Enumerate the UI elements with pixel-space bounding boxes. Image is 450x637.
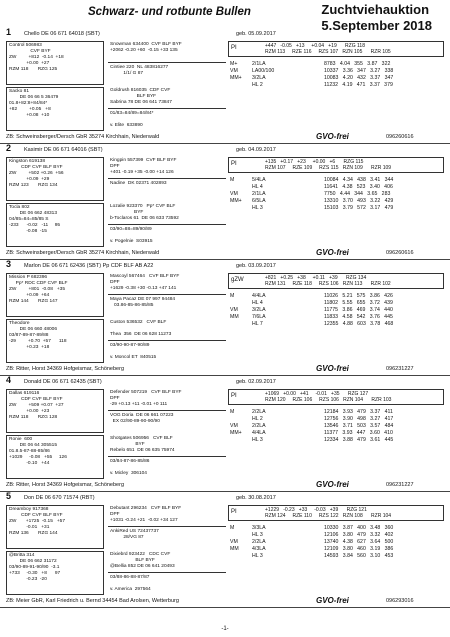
lactation-row bbox=[228, 307, 444, 314]
row-values: 10330 3.87 400 3.48 360 bbox=[324, 525, 394, 531]
bull-name: Kasimir DE 06 671 64016 (SBT) bbox=[24, 147, 103, 153]
row-values: 12184 3.93 479 3.37 411 bbox=[324, 409, 393, 415]
lot-number: 4 bbox=[6, 375, 12, 385]
dam-dam: 03/88-86-88-87/87 v. America 297564 bbox=[110, 575, 151, 592]
pedigree bbox=[6, 505, 226, 595]
dam-dam: 01/83=84/89=84/84* v. Elite 633890 bbox=[110, 111, 154, 128]
breeder-code: 096231227 bbox=[386, 482, 414, 488]
lactation-row bbox=[228, 437, 444, 444]
sire-sire: Kingpin 557399 CVF BLF BYF DPF +401 -0.19 +35 -0.00 +14 126 bbox=[108, 157, 226, 179]
lactation-row bbox=[228, 75, 444, 82]
lot-number: 3 bbox=[6, 259, 12, 269]
gvo-badge: GVO-frei bbox=[316, 364, 349, 373]
pi-label: PI bbox=[231, 161, 237, 167]
auction-date: 5.September 2018 bbox=[321, 18, 432, 33]
row-values: 13310 3.70 493 3.22 429 bbox=[324, 198, 394, 204]
birth-date: geb. 05.09.2017 bbox=[236, 31, 276, 37]
lactation-row bbox=[228, 205, 444, 212]
breeder-name: ZB: Ritter, Horst 34369 Hofgeismar, Schöneberg bbox=[6, 366, 125, 372]
row-lactation: 2/2LA bbox=[252, 423, 266, 429]
lot-entry bbox=[0, 27, 450, 144]
lactation-row bbox=[228, 546, 444, 553]
lot-number: 5 bbox=[6, 491, 12, 501]
row-lactation: 5/4LA bbox=[252, 177, 266, 183]
pi-label: gZW bbox=[231, 277, 244, 283]
row-type: MM+ bbox=[230, 430, 242, 436]
bull-name: Don DE 06 670 71574 (RBT) bbox=[24, 495, 95, 501]
lactation-row bbox=[228, 314, 444, 321]
row-type: M bbox=[230, 293, 235, 299]
pi-values: +1229 -0.23 +33 -0.03 +39 RZG 121 RZM 124 RZE 110 RZS 122 RZN 108 RZR 104 bbox=[265, 507, 392, 519]
row-type: M bbox=[230, 177, 235, 183]
row-values: 11775 3.86 469 3.74 440 bbox=[324, 307, 393, 313]
row-type: M bbox=[230, 409, 235, 415]
sire-box: Dreamboy 917368 CDF CVF BLF BYF ZW +1725 -0.15 +57 -0.01 +31 RZM 136 RZG 144 bbox=[6, 505, 104, 549]
row-type: M+ bbox=[230, 61, 238, 67]
row-values: 12334 3.88 479 3.61 445 bbox=[324, 437, 394, 443]
row-values: 11232 4.19 471 3.37 379 bbox=[324, 82, 393, 88]
lot-divider bbox=[0, 491, 450, 492]
lot-number: 1 bbox=[6, 27, 12, 37]
breeder-name: ZB: Schweinsberger/Dersch GbR 35274 Kirchhain, Niederwald bbox=[6, 250, 160, 256]
sire-dam: Maya Pacaz DE 07 997 94484 03.86-85-86-85/85 bbox=[110, 297, 176, 308]
lactation-table bbox=[228, 409, 444, 444]
row-lactation: 3/3LA bbox=[252, 525, 266, 531]
breeder-name: ZB: Ritter, Horst 34369 Hofgeismar, Schöneberg bbox=[6, 482, 125, 488]
dam-dam: 03/90-90-87-90/89 v. Moncol ET 840515 bbox=[110, 343, 157, 360]
row-type: VM bbox=[230, 423, 238, 429]
sire-sire: Snowman 634400 CVF BLF BYF +2062 -0.20 +60 -0.15 +33 135 bbox=[108, 41, 226, 63]
dam-box: Theodore DE 06 660 48006 03/87-89-87-89/88 -29 +0.70 +57 118 +0.23 +18 bbox=[6, 319, 104, 363]
pi-values: +1069 +0.00 +41 -0.01 +35 RZG 127 RZM 120 RZE 106 RZS 106 RZN 104 RZR 103 bbox=[265, 391, 392, 403]
gvo-badge: GVO-frei bbox=[316, 596, 349, 605]
lactation-row bbox=[228, 553, 444, 560]
birth-date: geb. 30.08.2017 bbox=[236, 495, 276, 501]
gvo-badge: GVO-frei bbox=[316, 480, 349, 489]
row-lactation: 2/2LA bbox=[252, 409, 266, 415]
row-values: 15103 3.79 572 3.17 479 bbox=[324, 205, 394, 211]
breeder-code: 096260616 bbox=[386, 134, 414, 140]
pedigree bbox=[6, 273, 226, 363]
lactation-table bbox=[228, 61, 444, 89]
sire-box: Mission P 682396 Pp* RDC CDF CVF BLF ZW +801 -0.08 +35 +0.09 +64 RZM 144 RZG 147 bbox=[6, 273, 104, 317]
lot-entry bbox=[0, 375, 450, 492]
lot-entry bbox=[0, 259, 450, 376]
breeder-name: ZB: Schweinsberger/Dersch GbR 35274 Kirchhain, Niederwald bbox=[6, 134, 160, 140]
dam-box: Ronie 600 DE 06 64 305515 01.8.5-87-88-85/86 +1029 -0.08 +55 126 -0.10 +44 bbox=[6, 435, 104, 479]
lactation-row bbox=[228, 68, 444, 75]
birth-date: geb. 02.09.2017 bbox=[236, 379, 276, 385]
row-type: MM+ bbox=[230, 75, 242, 81]
row-values: 7750 4.44 344 3.65 283 bbox=[324, 191, 391, 197]
performance-block bbox=[228, 389, 444, 481]
lactation-row bbox=[228, 184, 444, 191]
row-values: 12355 4.88 603 3.78 468 bbox=[324, 321, 394, 327]
lactation-row bbox=[228, 539, 444, 546]
row-type: MM bbox=[230, 546, 239, 552]
page-title: Schwarz- und rotbunte Bullen bbox=[88, 6, 251, 18]
lactation-row bbox=[228, 409, 444, 416]
row-lactation: HL 3 bbox=[252, 532, 263, 538]
pi-values: +135 +0.17 +23 +0.00 +6 RZG 115 RZM 107 RZE 109 RZS 115 RZN 109 RZR 109 bbox=[265, 159, 392, 171]
row-lactation: 3/2LA bbox=[252, 307, 266, 313]
lactation-row bbox=[228, 177, 444, 184]
row-lactation: HL 3 bbox=[252, 553, 263, 559]
dam-dam: 03/90=88=89/90/89 v. Pogelnie S03915 bbox=[110, 227, 153, 244]
pedigree bbox=[6, 157, 226, 247]
row-values: 10083 4.20 432 3.37 347 bbox=[324, 75, 394, 81]
breeding-values bbox=[228, 505, 444, 521]
row-type: MM bbox=[230, 314, 239, 320]
lactation-row bbox=[228, 416, 444, 423]
row-values: 11377 3.93 447 3.60 410 bbox=[324, 430, 393, 436]
row-lactation: HL 3 bbox=[252, 437, 263, 443]
pi-values: +447 -0.05 +13 +0.04 +19 RZG 118 RZM 113 RZE 116 RZS 107 RZN 105 RZR 105 bbox=[265, 43, 391, 55]
row-type: VM bbox=[230, 539, 238, 545]
row-lactation: HL 4 bbox=[252, 300, 263, 306]
sire-dam: Nadine DK 02371 402893 bbox=[110, 181, 167, 186]
bull-name: Donald DE 06 671 62435 (SBT) bbox=[24, 379, 102, 385]
dam-sire: Shotgates 506956 CVF BLF BYF Rebelo 651 DE 06 635 75974 bbox=[108, 435, 226, 457]
pi-label: PI bbox=[231, 45, 237, 51]
row-lactation: 4/3LA bbox=[252, 546, 266, 552]
dam-dam: 03/84-87-86-85/86 v. Micley 306104 bbox=[110, 459, 150, 476]
breeding-values bbox=[228, 273, 444, 289]
sire-box: Dallas 619116 CDF CVF BLF BYF ZW +509 +0.07 +27 +0.00 +23 RZM 118 RZG 128 bbox=[6, 389, 104, 433]
breeder-code: 096260616 bbox=[386, 250, 414, 256]
sire-sire: Debutant 296234 CVF BLF BYF DPF +1031 -0.24 +21 -0.02 +34 127 bbox=[108, 505, 226, 527]
breeder-code: 096293016 bbox=[386, 598, 414, 604]
row-lactation: 4/4LA bbox=[252, 293, 266, 299]
dam-box: Tocla 802 DE 06 662 48313 04/85=84=85/85 S -233 -0.02 -11 95 -0.08 -15 bbox=[6, 203, 104, 247]
lactation-row bbox=[228, 532, 444, 539]
row-lactation: HL 7 bbox=[252, 321, 263, 327]
dam-sire: Custon 536532 CVF BLF Thea 356 DE 06 628 11273 bbox=[108, 319, 226, 341]
sire-sire: Defender 507219 CVF BLF BYF DPF -29 +0.13 +11 -0.01 +0 111 bbox=[108, 389, 226, 411]
performance-block bbox=[228, 157, 444, 249]
lactation-row bbox=[228, 61, 444, 68]
row-lactation: 2/2LA bbox=[252, 539, 266, 545]
lot-divider bbox=[0, 143, 450, 144]
bull-name: Chello DE 06 671 64018 (SBT) bbox=[24, 31, 100, 37]
birth-date: geb. 03.09.2017 bbox=[236, 263, 276, 269]
row-values: 10084 4.34 438 3.41 344 bbox=[324, 177, 394, 183]
row-type: VM bbox=[230, 191, 238, 197]
page-number: -1- bbox=[221, 626, 229, 632]
birth-date: geb. 04.09.2017 bbox=[236, 147, 276, 153]
performance-block bbox=[228, 273, 444, 365]
lactation-row bbox=[228, 423, 444, 430]
sire-dam: VOG Doria DE 06 661 07223 EX 02/90-89-90-90/90 bbox=[110, 413, 174, 424]
lactation-row bbox=[228, 82, 444, 89]
row-values: 8783 4.04 355 3.87 322 bbox=[324, 61, 391, 67]
dam-sire: Lozalie 923370 Pp* CVF BLF BYF b-Toclaros 61 DE 06 633 73592 bbox=[108, 203, 226, 225]
row-values: 12756 3.90 498 3.27 417 bbox=[324, 416, 394, 422]
row-values: 14593 3.84 560 3.10 453 bbox=[324, 553, 394, 559]
row-values: 11802 5.55 655 3.72 439 bbox=[324, 300, 393, 306]
dam-box: @Britta 314 DE 06 662 31172 03/90-89-91-90/90 -3.1 +733 -0.30 +8 97 -0.23 -20 bbox=[6, 551, 104, 595]
row-values: 10337 3.36 347 3.27 338 bbox=[324, 68, 394, 74]
row-values: 11026 5.21 575 3.86 426 bbox=[324, 293, 393, 299]
lactation-table bbox=[228, 293, 444, 328]
row-lactation: HL 4 bbox=[252, 184, 263, 190]
row-type: M bbox=[230, 525, 235, 531]
auction-name: Zuchtviehauktion bbox=[321, 2, 430, 17]
lot-number: 2 bbox=[6, 143, 12, 153]
row-values: 13546 3.71 503 3.57 484 bbox=[324, 423, 394, 429]
pedigree bbox=[6, 389, 226, 479]
row-values: 12106 3.80 479 3.32 402 bbox=[324, 532, 394, 538]
row-values: 12109 3.80 460 3.19 386 bbox=[324, 546, 394, 552]
row-values: 11833 4.58 542 3.76 445 bbox=[324, 314, 393, 320]
lactation-table bbox=[228, 525, 444, 560]
dam-sire: Goldrush 816035 CDF CVF BLF BYF Sabrina 78 DE 06 641 73847 bbox=[108, 87, 226, 109]
sire-box: Control 506983 CVF BYF ZW +812 -0.14 +18 +0.00 +27 RZM 118 RZG 125 bbox=[6, 41, 104, 85]
breeding-values bbox=[228, 389, 444, 405]
row-values: 11641 4.38 523 3.40 406 bbox=[324, 184, 393, 190]
row-values: 13740 4.38 627 3.64 500 bbox=[324, 539, 394, 545]
lactation-row bbox=[228, 293, 444, 300]
breeder-code: 096231227 bbox=[386, 366, 414, 372]
pi-values: +821 +0.25 +38 +0.11 +39 RZG 134 RZM 131 RZE 118 RZS 106 RZN 113 RZR 102 bbox=[265, 275, 391, 287]
lactation-row bbox=[228, 430, 444, 437]
performance-block bbox=[228, 505, 444, 597]
row-lactation: 6/5LA bbox=[252, 198, 266, 204]
lactation-table bbox=[228, 177, 444, 212]
sire-dam: Cintiee 220 NL 483816277 1/1/ G 87 bbox=[110, 65, 169, 76]
lactation-row bbox=[228, 300, 444, 307]
dam-sire: Dixiebrd 923422 CDC CVF BLF BYF @Bellia 852 DE 06 641 20493 bbox=[108, 551, 226, 573]
dam-box: Sacko 81 DE 06 66 5 36479 01.8+82:8+84/84* +82 +0.05 +8 +0.08 +10 bbox=[6, 87, 104, 131]
sire-sire: Mascoyl 567464 CVF BLF BYF DPF +1629 -0.38 +30 -0.13 +47 141 bbox=[108, 273, 226, 295]
row-lactation: LA00/100 bbox=[252, 68, 275, 74]
row-lactation: HL 3 bbox=[252, 205, 263, 211]
lactation-row bbox=[228, 198, 444, 205]
lot-divider bbox=[0, 607, 450, 608]
lot-entry bbox=[0, 491, 450, 608]
lot-entry bbox=[0, 143, 450, 260]
row-lactation: HL 2 bbox=[252, 82, 263, 88]
lactation-row bbox=[228, 525, 444, 532]
row-lactation: 4/4LA bbox=[252, 430, 266, 436]
pi-label: PI bbox=[231, 509, 237, 515]
sire-dam: AnkiRed US 72437737 28/VG 87 bbox=[110, 529, 159, 540]
lot-divider bbox=[0, 259, 450, 260]
bull-name: Marlon DE 06 671 62436 (SBT) Pp CDF BLF AB A22 bbox=[24, 263, 154, 269]
breeder-name: ZB: Meier GbR, Karl Friedrich u. Bernd 34454 Bad Arolsen, Wetterburg bbox=[6, 598, 179, 604]
performance-block bbox=[228, 41, 444, 133]
sire-box: Kingston 619138 CDF CVF BLF BYF ZW +502 +0.26 +56 +0.09 +29 RZM 123 RZG 134 bbox=[6, 157, 104, 201]
pedigree bbox=[6, 41, 226, 131]
breeding-values bbox=[228, 41, 444, 57]
lactation-row bbox=[228, 191, 444, 198]
row-lactation: 2/1LA bbox=[252, 61, 266, 67]
row-lactation: 7/6LA bbox=[252, 314, 266, 320]
row-lactation: HL 2 bbox=[252, 416, 263, 422]
row-type: VM bbox=[230, 307, 238, 313]
row-type: MM+ bbox=[230, 198, 242, 204]
lot-divider bbox=[0, 375, 450, 376]
row-lactation: 3/2LA bbox=[252, 75, 266, 81]
gvo-badge: GVO-frei bbox=[316, 248, 349, 257]
pi-label: PI bbox=[231, 393, 237, 399]
lactation-row bbox=[228, 321, 444, 328]
gvo-badge: GVO-frei bbox=[316, 132, 349, 141]
row-lactation: 2/1LA bbox=[252, 191, 266, 197]
row-type: VM bbox=[230, 68, 238, 74]
breeding-values bbox=[228, 157, 444, 173]
